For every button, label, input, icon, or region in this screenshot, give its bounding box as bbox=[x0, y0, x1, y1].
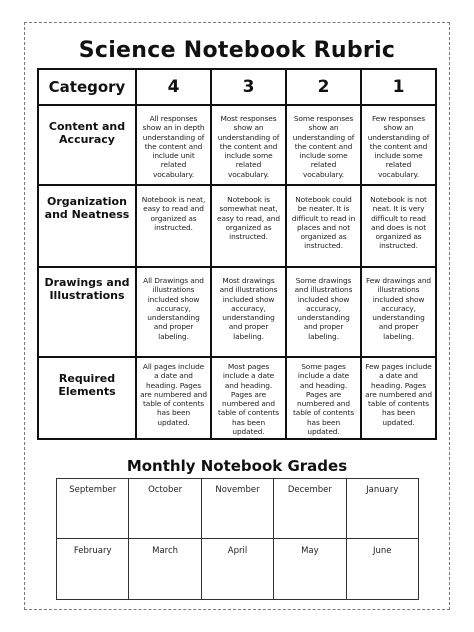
month-cell-may: May bbox=[274, 539, 346, 600]
category-label: Drawings and Illustrations bbox=[38, 267, 136, 357]
criteria-cell: Notebook is somewhat neat, easy to read, and organized as instructed. bbox=[211, 185, 286, 267]
monthly-grades-title: Monthly Notebook Grades bbox=[126, 457, 348, 475]
grades-row bbox=[57, 539, 419, 600]
criteria-cell: Most drawings and illustrations included show accuracy, understanding and proper labeling. bbox=[211, 267, 286, 357]
header-score-3: 3 bbox=[211, 69, 286, 105]
rubric-row-organization-neatness bbox=[38, 185, 436, 267]
page-title: Science Notebook Rubric bbox=[78, 38, 396, 63]
month-cell-october: October bbox=[129, 479, 201, 539]
month-cell-april: April bbox=[201, 539, 273, 600]
criteria-cell: Most responses show an understanding of the content and include some related vocabulary. bbox=[211, 105, 286, 185]
criteria-cell: All pages include a date and heading. Pages are numbered and table of contents has been updated. bbox=[136, 357, 211, 439]
month-cell-march: March bbox=[129, 539, 201, 600]
month-cell-june: June bbox=[346, 539, 418, 600]
criteria-cell: Some responses show an understanding of the content and include some related vocabulary. bbox=[286, 105, 361, 185]
criteria-cell: All responses show an in depth understanding of the content and include unit related vocabulary. bbox=[136, 105, 211, 185]
grades-row bbox=[57, 479, 419, 539]
month-cell-december: December bbox=[274, 479, 346, 539]
criteria-cell: Notebook is neat, easy to read and organized as instructed. bbox=[136, 185, 211, 267]
criteria-cell: Notebook is not neat. It is very difficult to read and does is not organized as instructed. bbox=[361, 185, 436, 267]
criteria-cell: Few responses show an understanding of the content and include some related vocabulary. bbox=[361, 105, 436, 185]
criteria-cell: Few pages include a date and heading. Pages are numbered and table of contents has been updated. bbox=[361, 357, 436, 439]
category-label: Organization and Neatness bbox=[38, 185, 136, 267]
header-category: Category bbox=[38, 69, 136, 105]
category-label: Required Elements bbox=[38, 357, 136, 439]
monthly-grades-table bbox=[56, 478, 419, 600]
month-cell-january: January bbox=[346, 479, 418, 539]
header-score-4: 4 bbox=[136, 69, 211, 105]
header-score-1: 1 bbox=[361, 69, 436, 105]
month-cell-september: September bbox=[57, 479, 129, 539]
header-score-2: 2 bbox=[286, 69, 361, 105]
rubric-row-drawings-illustrations bbox=[38, 267, 436, 357]
criteria-cell: Few drawings and illustrations included show accuracy, understanding and proper labeling. bbox=[361, 267, 436, 357]
rubric-header-row bbox=[38, 69, 436, 105]
rubric-row-content-accuracy bbox=[38, 105, 436, 185]
rubric-table bbox=[37, 68, 437, 440]
criteria-cell: Some pages include a date and heading. Pages are numbered and table of contents has been updated. bbox=[286, 357, 361, 439]
criteria-cell: Most pages include a date and heading. Pages are numbered and table of contents has been updated. bbox=[211, 357, 286, 439]
rubric-row-required-elements bbox=[38, 357, 436, 439]
category-label: Content and Accuracy bbox=[38, 105, 136, 185]
month-cell-november: November bbox=[201, 479, 273, 539]
criteria-cell: Some drawings and illustrations included show accuracy, understanding and proper labeling. bbox=[286, 267, 361, 357]
criteria-cell: Notebook could be neater. It is difficult to read in places and not organized as instructed. bbox=[286, 185, 361, 267]
criteria-cell: All Drawings and illustrations included show accuracy, understanding and proper labeling. bbox=[136, 267, 211, 357]
month-cell-february: February bbox=[57, 539, 129, 600]
